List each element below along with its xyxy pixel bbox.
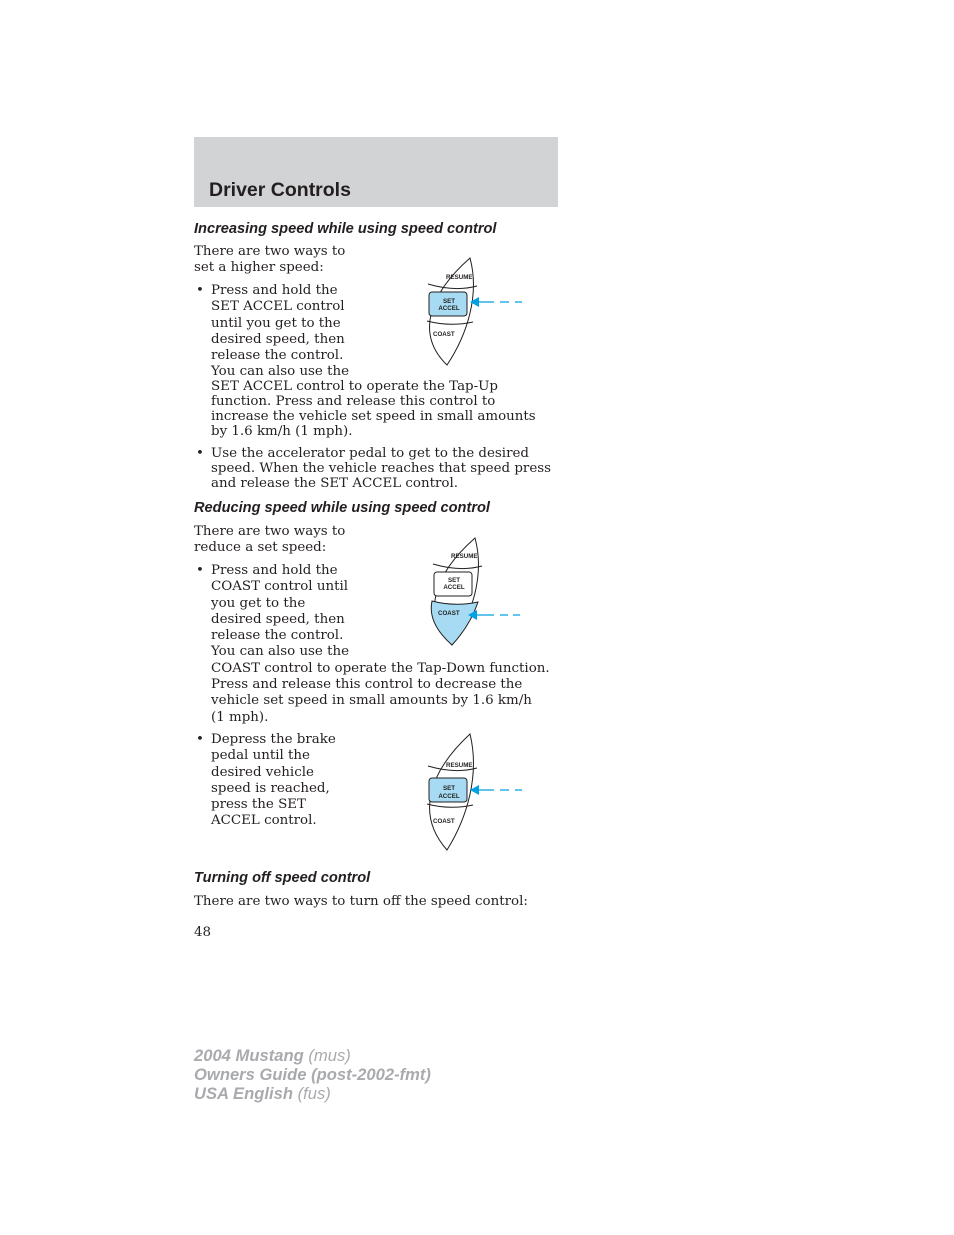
section-heading-turn-off: Turning off speed control [194, 870, 371, 886]
text-line: desired vehicle [211, 764, 314, 780]
bullet-symbol: • [196, 283, 204, 298]
coast-label: COAST [433, 818, 455, 825]
text-line: by 1.6 km/h (1 mph). [211, 424, 353, 440]
header-band [194, 137, 558, 207]
text-line: vehicle set speed in small amounts by 1.6 km/h [211, 693, 532, 709]
text-line: until you get to the [211, 315, 341, 331]
blue-arrow-icon [470, 297, 522, 307]
footer-guide: Owners Guide (post-2002-fmt) [194, 1065, 431, 1084]
footer-line-language [194, 1084, 431, 1103]
page-title: Driver Controls [209, 179, 351, 201]
coast-button-highlight [431, 601, 478, 645]
text-line: desired speed, then [211, 611, 345, 627]
text-line: Press and hold the [211, 563, 338, 578]
text-line: pedal until the [211, 748, 310, 764]
page-number: 48 [194, 925, 212, 940]
text-line: You can also use the [211, 364, 350, 380]
intro-reduce: There are two ways to reduce a set speed: [194, 524, 346, 556]
footer-language-code: (fus) [297, 1084, 331, 1103]
bullet-increase-accelerator: Use the accelerator pedal to get to the desired speed. When the vehicle reaches that speed press and release the SET ACCEL control. [211, 446, 551, 491]
text-line: You can also use the [211, 644, 350, 660]
text-line: speed is reached, [211, 780, 330, 796]
resume-label: RESUME [446, 274, 473, 281]
footer-model: 2004 Mustang [194, 1046, 304, 1065]
accel-label: ACCEL [438, 305, 460, 312]
text-line: Press and hold the [211, 283, 338, 298]
document-footer [194, 1046, 431, 1103]
blue-arrow-icon [470, 785, 522, 795]
text-line: increase the vehicle set speed in small amounts [211, 409, 536, 425]
bullet-reduce-brake [211, 732, 361, 830]
text-line: SET ACCEL control [211, 299, 345, 315]
text-line: desired speed, then [211, 331, 345, 347]
text-line: SET ACCEL control to operate the Tap-Up [211, 379, 499, 395]
text-line: (1 mph). [211, 709, 269, 725]
speed-control-diagram-set-accel-brake [420, 740, 530, 855]
speed-control-diagram-set-accel [420, 255, 530, 370]
resume-label: RESUME [446, 762, 473, 769]
set-label: SET [447, 577, 461, 584]
text-line: COAST control until [211, 579, 349, 595]
footer-model-code: (mus) [308, 1046, 351, 1065]
text-line: function. Press and release this control to [211, 394, 496, 410]
set-label: SET [442, 298, 456, 305]
coast-label: COAST [438, 610, 460, 617]
resume-label: RESUME [451, 553, 478, 560]
footer-line-guide [194, 1065, 431, 1084]
text-line: COAST control to operate the Tap-Down function. [211, 660, 550, 676]
accel-label: ACCEL [438, 793, 460, 800]
section-heading-reduce: Reducing speed while using speed control [194, 500, 490, 516]
text-line: Press and release this control to decrease the [211, 677, 523, 693]
bullet-symbol: • [196, 732, 204, 747]
footer-language: USA English [194, 1084, 293, 1103]
intro-turn-off: There are two ways to turn off the speed control: [194, 894, 528, 909]
text-line: press the SET [211, 797, 306, 813]
bullet-symbol: • [196, 563, 204, 578]
text-line: release the control. [211, 628, 344, 644]
set-label: SET [442, 785, 456, 792]
text-line: Depress the brake [211, 732, 336, 747]
bullet-symbol: • [196, 446, 204, 461]
accel-label: ACCEL [443, 584, 465, 591]
footer-line-model [194, 1046, 431, 1065]
blue-arrow-icon [468, 610, 520, 620]
section-heading-increase: Increasing speed while using speed control [194, 221, 497, 237]
coast-label: COAST [433, 331, 455, 338]
text-line: ACCEL control. [211, 813, 317, 829]
text-line: release the control. [211, 348, 344, 364]
speed-control-diagram-coast [425, 535, 535, 650]
intro-increase: There are two ways to set a higher speed: [194, 244, 346, 276]
text-line: you get to the [211, 595, 306, 611]
